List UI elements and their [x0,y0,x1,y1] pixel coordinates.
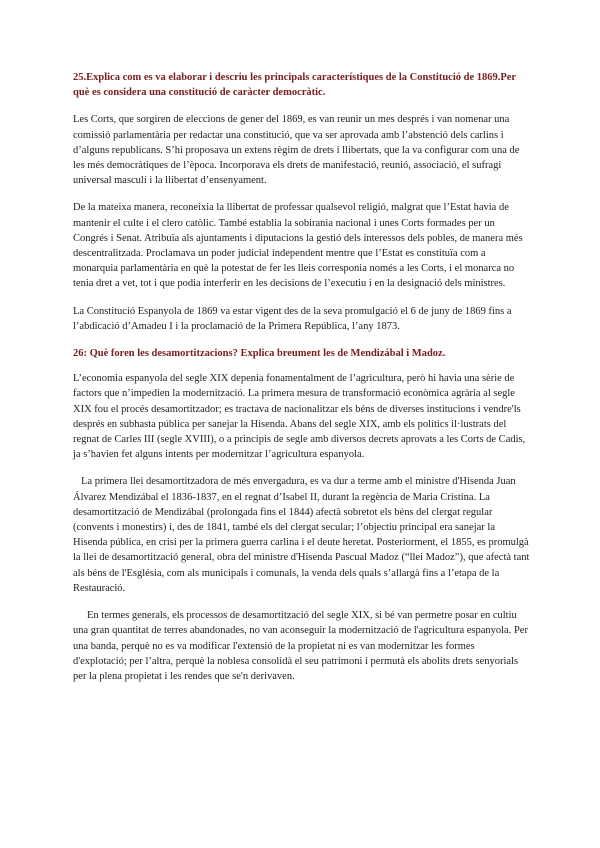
section-26-paragraph-2: La primera llei desamortitzadora de més envergadura, es va dur a terme amb el ministre d'Hisenda Juan Álvarez Mendizábal el 1836-1837, en el regnat d’Isabel II, durant la regència de Maria Cristina. La desamortització de Mendizábal (prolongada fins el 1844) afectà sobretot els béns del clergat regular (convents i monestirs) i, des de 1841, també els del clergat secular; l’objectiu principal era sanejar la Hisenda pública, en crisi per la primera guerra carlina i el deute heretat. Posteriorment, el 1855, es promulgà la llei de desamortització general, obra del ministre d'Hisenda Pascual Madoz (“llei Madoz”), que afectà tant als béns de l'Església, com als municipals i comunals, la venda dels quals s’allargà fins a l’etapa de la Restauració. [73,476,530,594]
section-26-paragraph-1: L’economia espanyola del segle XIX depenia fonamentalment de l’agricultura, però hi havia una sèrie de factors que n’impedien la modernització. La primera mesura de transformació econòmica agrària al segle XIX fou el procés desamortitzador; es tractava de nacionalitzar els béns de diverses institucions i vendre'ls després en subhasta pública per sanejar la Hisenda. Abans del segle XIX, amb els polítics il·lustrats del regnat de Carles III (segle XVIII), o a principis de segle amb diversos decrets aprovats a les Corts de Cadis, ja s’havien fet alguns intents per modernitzar l’agricultura espanyola. [73,373,526,461]
section-26-paragraph-3: En termes generals, els processos de desamortització del segle XIX, si bé van permetre posar en cultiu una gran quantitat de terres abandonades, no van aconseguir la modernització de l'agricultura espanyola. Per una banda, perquè no es va modificar l'extensió de la propietat ni es van modernitzar les formes d'explotació; per l’altra, perquè la noblesa consolidà el seu patrimoni i permutà els abolits drets senyorials per la plena propietat i les rendes que se'n derivaven. [73,610,528,682]
section-25-paragraph-1: Les Corts, que sorgiren de eleccions de gener del 1869, es van reunir un mes després i van nomenar una comissió parlamentària per redactar una constitució, que va ser aprovada amb l’abstenció dels carlins i d’alguns republicans. S’hi proposava un extens règim de drets i llibertats, que la va configurar com una de les més democràtiques de l’època. Incorporava els drets de manifestació, reunió, associació, el sufragi universal masculí i la llibertat d’ensenyament. [73,114,520,187]
section-25-paragraph-3: La Constitució Espanyola de 1869 va estar vigent des de la seva promulgació el 6 de juny de 1869 fins a l’abdicació d’Amadeu I i la proclamació de la Primera República, l’any 1873. [73,305,512,332]
section-26-heading: 26: Què foren les desamortitzacions? Explica breument les de Mendizábal i Madoz. [73,348,446,360]
section-25-heading: 25.Explica com es va elaborar i descriu les principals característiques de la Constitució de 1869.Per què es considera una constitució de caràcter democràtic. [73,72,516,99]
document-page [73,70,531,696]
section-25-paragraph-2: De la mateixa manera, reconeixia la llibertat de professar qualsevol religió, malgrat que l’Estat havia de mantenir el culte i el clero catòlic. També establia la sobirania nacional i unes Corts formades per un Congrés i Senat. Atribuïa als ajuntaments i diputacions la gestió dels interessos dels pobles, de manera més descentralitzada. Proclamava un poder judicial independent mentre que l’Estat es constituïa com a monarquia parlamentària en què la potestat de fer les lleis corresponia només a les Corts, i el monarca no tenia dret a vet, tot i que podia interferir en les decisions de l’executiu i en la designació dels ministres. [73,202,523,290]
